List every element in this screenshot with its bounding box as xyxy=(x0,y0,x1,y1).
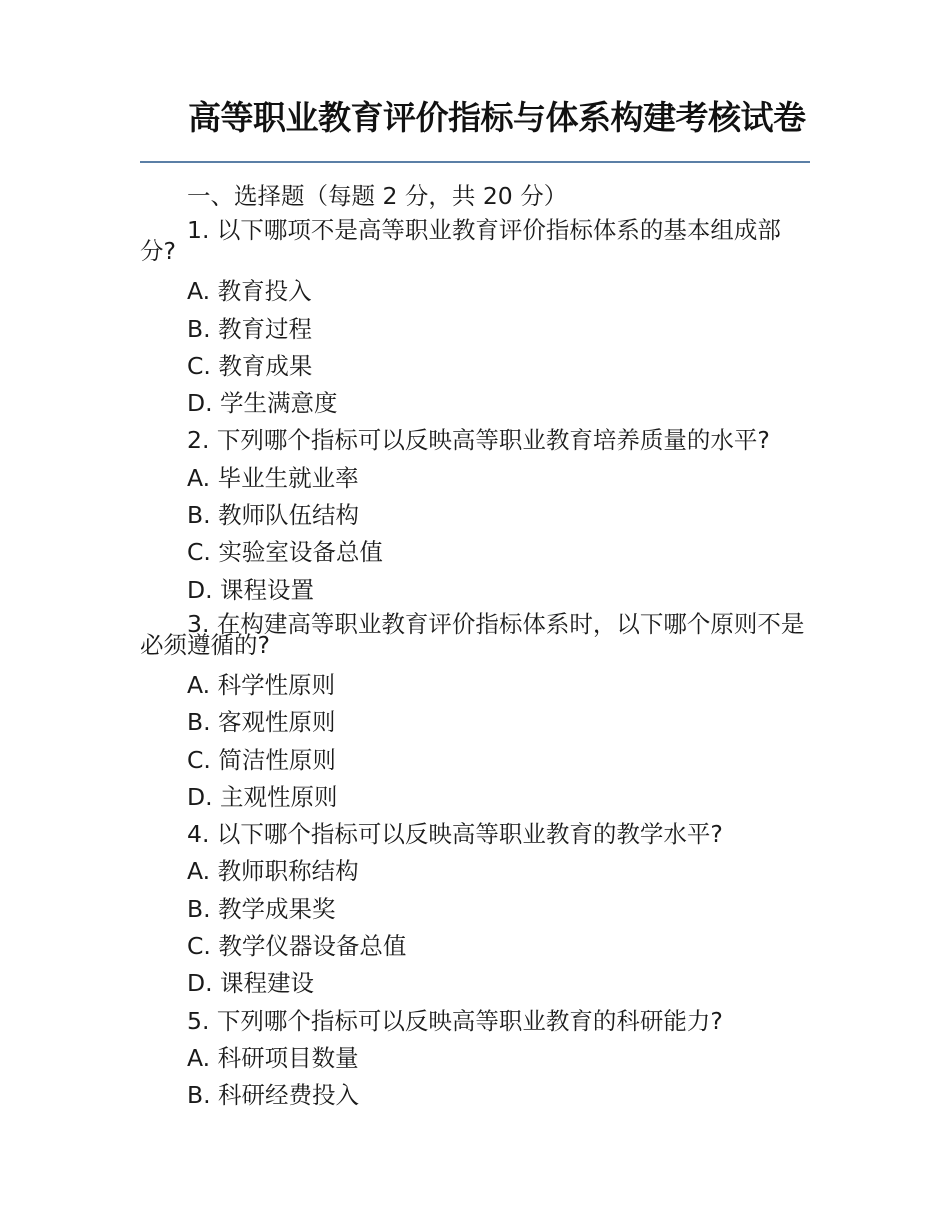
title-block xyxy=(140,98,810,137)
question-option: C. 简洁性原则 xyxy=(187,745,336,774)
question-option: A. 教育投入 xyxy=(187,277,312,306)
section-heading: 一、选择题（每题 2 分，共 20 分） xyxy=(187,182,568,210)
question-stem: 3. 在构建高等职业教育评价指标体系时，以下哪个原则不是必须遵循的? xyxy=(140,609,805,659)
question-option: D. 课程设置 xyxy=(187,575,315,604)
page-title: 高等职业教育评价指标与体系构建考核试卷 xyxy=(188,98,806,137)
title-underline xyxy=(140,161,810,163)
question-stem: 1. 以下哪项不是高等职业教育评价指标体系的基本组成部分? xyxy=(140,216,781,266)
question-stem: 4. 以下哪个指标可以反映高等职业教育的教学水平? xyxy=(187,820,723,849)
question-option: C. 教学仪器设备总值 xyxy=(187,932,407,961)
question-option: A. 毕业生就业率 xyxy=(187,463,359,492)
question-option: B. 教师队伍结构 xyxy=(187,501,360,530)
exam-content xyxy=(140,178,812,1115)
question-stem: 2. 下列哪个指标可以反映高等职业教育培养质量的水平? xyxy=(187,426,770,455)
question-option: A. 教师职称结构 xyxy=(187,857,359,886)
question-option: B. 客观性原则 xyxy=(187,708,336,737)
question-option: C. 实验室设备总值 xyxy=(187,538,383,567)
question-stem: 5. 下列哪个指标可以反映高等职业教育的科研能力? xyxy=(187,1006,723,1035)
question-option: D. 主观性原则 xyxy=(187,782,338,811)
question-option: A. 科学性原则 xyxy=(187,670,336,699)
question-option: B. 教学成果奖 xyxy=(187,894,336,923)
question-option: D. 学生满意度 xyxy=(187,389,338,418)
question-option: B. 科研经费投入 xyxy=(187,1081,360,1110)
question-option: B. 教育过程 xyxy=(187,314,313,343)
question-option: D. 课程建设 xyxy=(187,969,315,998)
question-option: C. 教育成果 xyxy=(187,351,313,380)
question-option: A. 科研项目数量 xyxy=(187,1043,359,1072)
